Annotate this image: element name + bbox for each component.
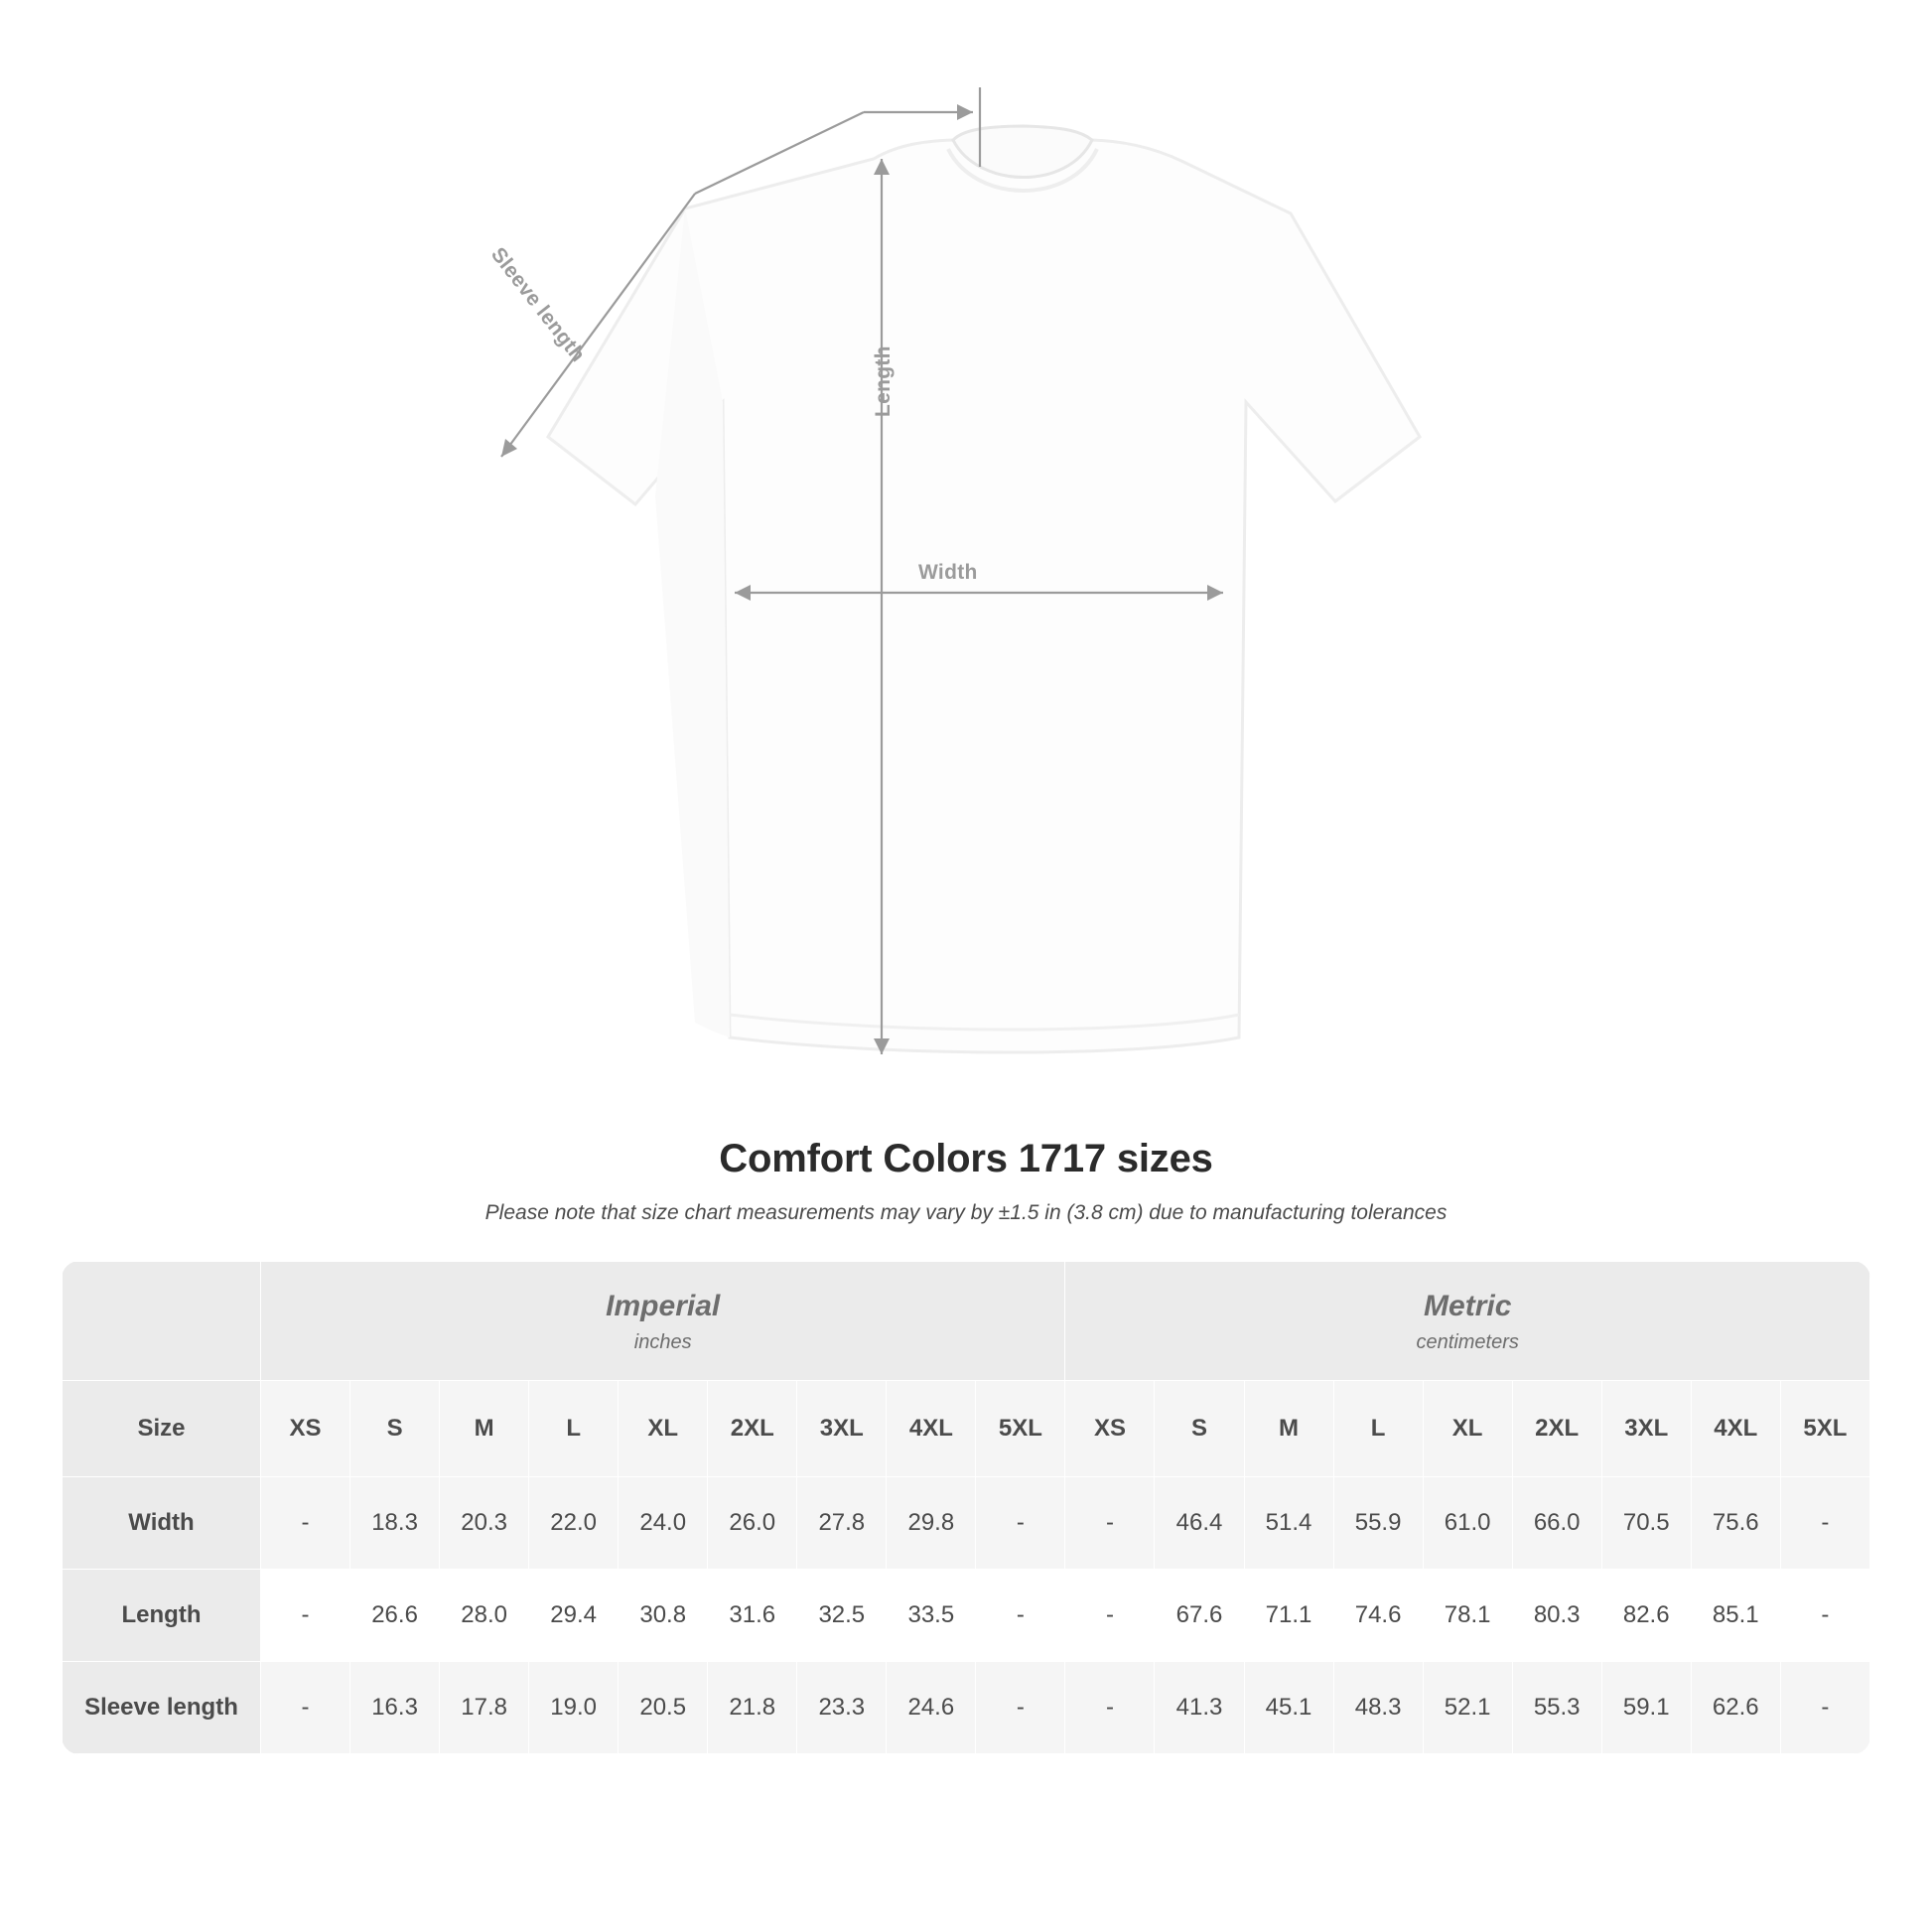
measurement-cell: 20.5 [619, 1662, 708, 1754]
measurement-cell: 62.6 [1691, 1662, 1780, 1754]
measurement-cell: - [261, 1477, 350, 1570]
measurement-cell: - [1780, 1662, 1869, 1754]
row-label-cell: Width [63, 1477, 261, 1570]
measurement-cell: 24.0 [619, 1477, 708, 1570]
imperial-unit-name: Imperial [606, 1290, 721, 1322]
measurement-cell: 16.3 [350, 1662, 440, 1754]
measurement-cell: - [261, 1570, 350, 1662]
imperial-unit-sub: inches [633, 1331, 692, 1353]
size-table-container [62, 1261, 1870, 1754]
size-table [62, 1261, 1870, 1754]
measurement-cell: - [1780, 1570, 1869, 1662]
measurement-cell: 26.0 [708, 1477, 797, 1570]
measurement-cell: 17.8 [440, 1662, 529, 1754]
length-dimension-label: Length [872, 345, 895, 417]
size-header-cell: XS [1065, 1381, 1155, 1477]
measurement-cell: 61.0 [1423, 1477, 1512, 1570]
measurement-cell: 24.6 [887, 1662, 976, 1754]
measurement-cell: 55.9 [1333, 1477, 1423, 1570]
size-label-cell: Size [63, 1381, 261, 1477]
measurement-cell: - [976, 1477, 1065, 1570]
chart-heading [0, 1137, 1932, 1225]
size-header-cell: 2XL [1512, 1381, 1601, 1477]
size-header-cell: 3XL [1601, 1381, 1691, 1477]
measurement-cell: 75.6 [1691, 1477, 1780, 1570]
size-header-cell: M [440, 1381, 529, 1477]
measurement-cell: 67.6 [1155, 1570, 1244, 1662]
measurement-cell: 78.1 [1423, 1570, 1512, 1662]
measurement-cell: 22.0 [529, 1477, 619, 1570]
size-header-cell: XL [619, 1381, 708, 1477]
measurement-cell: 46.4 [1155, 1477, 1244, 1570]
size-header-cell: M [1244, 1381, 1333, 1477]
measurement-cell: 74.6 [1333, 1570, 1423, 1662]
measurement-cell: 18.3 [350, 1477, 440, 1570]
size-header-cell: L [529, 1381, 619, 1477]
measurement-cell: 55.3 [1512, 1662, 1601, 1754]
table-row [63, 1662, 1870, 1754]
measurement-cell: 59.1 [1601, 1662, 1691, 1754]
size-header-cell: 4XL [1691, 1381, 1780, 1477]
row-label-cell: Length [63, 1570, 261, 1662]
measurement-cell: 32.5 [797, 1570, 887, 1662]
imperial-unit-header [261, 1262, 1065, 1381]
measurement-cell: 29.8 [887, 1477, 976, 1570]
tshirt-shape [548, 126, 1420, 1052]
size-header-cell: S [350, 1381, 440, 1477]
measurement-cell: 45.1 [1244, 1662, 1333, 1754]
measurement-cell: - [1065, 1662, 1155, 1754]
measurement-cell: - [261, 1662, 350, 1754]
measurement-cell: 48.3 [1333, 1662, 1423, 1754]
measurement-cell: 20.3 [440, 1477, 529, 1570]
measurement-cell: 33.5 [887, 1570, 976, 1662]
measurement-cell: 30.8 [619, 1570, 708, 1662]
size-header-cell: 3XL [797, 1381, 887, 1477]
measurement-cell: 26.6 [350, 1570, 440, 1662]
measurement-cell: - [1065, 1570, 1155, 1662]
page-title: Comfort Colors 1717 sizes [719, 1137, 1213, 1180]
metric-unit-name: Metric [1424, 1290, 1512, 1322]
size-header-cell: L [1333, 1381, 1423, 1477]
measurement-cell: 28.0 [440, 1570, 529, 1662]
sleeve-length-dimension-label: Sleeve length [485, 243, 590, 366]
metric-unit-header [1065, 1262, 1870, 1381]
measurement-cell: 71.1 [1244, 1570, 1333, 1662]
measurement-cell: 31.6 [708, 1570, 797, 1662]
size-table-body [63, 1477, 1870, 1754]
measurement-cell: 82.6 [1601, 1570, 1691, 1662]
size-header-cell: XL [1423, 1381, 1512, 1477]
measurement-cell: 85.1 [1691, 1570, 1780, 1662]
metric-unit-sub: centimeters [1416, 1331, 1519, 1353]
row-label-cell: Sleeve length [63, 1662, 261, 1754]
measurement-cell: 21.8 [708, 1662, 797, 1754]
size-header-cell: XS [261, 1381, 350, 1477]
width-dimension-label: Width [918, 561, 978, 584]
measurement-cell: - [976, 1570, 1065, 1662]
measurement-cell: 66.0 [1512, 1477, 1601, 1570]
measurement-cell: - [1780, 1477, 1869, 1570]
measurement-cell: 27.8 [797, 1477, 887, 1570]
unit-header-row [63, 1262, 1870, 1381]
table-row [63, 1570, 1870, 1662]
size-header-cell: 4XL [887, 1381, 976, 1477]
measurement-cell: 51.4 [1244, 1477, 1333, 1570]
size-header-cell: 2XL [708, 1381, 797, 1477]
size-header-cell: 5XL [976, 1381, 1065, 1477]
measurement-cell: 70.5 [1601, 1477, 1691, 1570]
measurement-cell: 29.4 [529, 1570, 619, 1662]
size-header-cell: S [1155, 1381, 1244, 1477]
size-header-cell: 5XL [1780, 1381, 1869, 1477]
unit-header-spacer [63, 1262, 261, 1381]
measurement-cell: 52.1 [1423, 1662, 1512, 1754]
measurement-cell: - [976, 1662, 1065, 1754]
measurement-cell: 19.0 [529, 1662, 619, 1754]
size-header-row [63, 1381, 1870, 1477]
measurement-cell: 80.3 [1512, 1570, 1601, 1662]
table-row [63, 1477, 1870, 1570]
measurement-cell: - [1065, 1477, 1155, 1570]
measurement-cell: 41.3 [1155, 1662, 1244, 1754]
measurement-cell: 23.3 [797, 1662, 887, 1754]
tolerance-note: Please note that size chart measurements may vary by ±1.5 in (3.8 cm) due to manufacturing tolerances [484, 1201, 1448, 1224]
